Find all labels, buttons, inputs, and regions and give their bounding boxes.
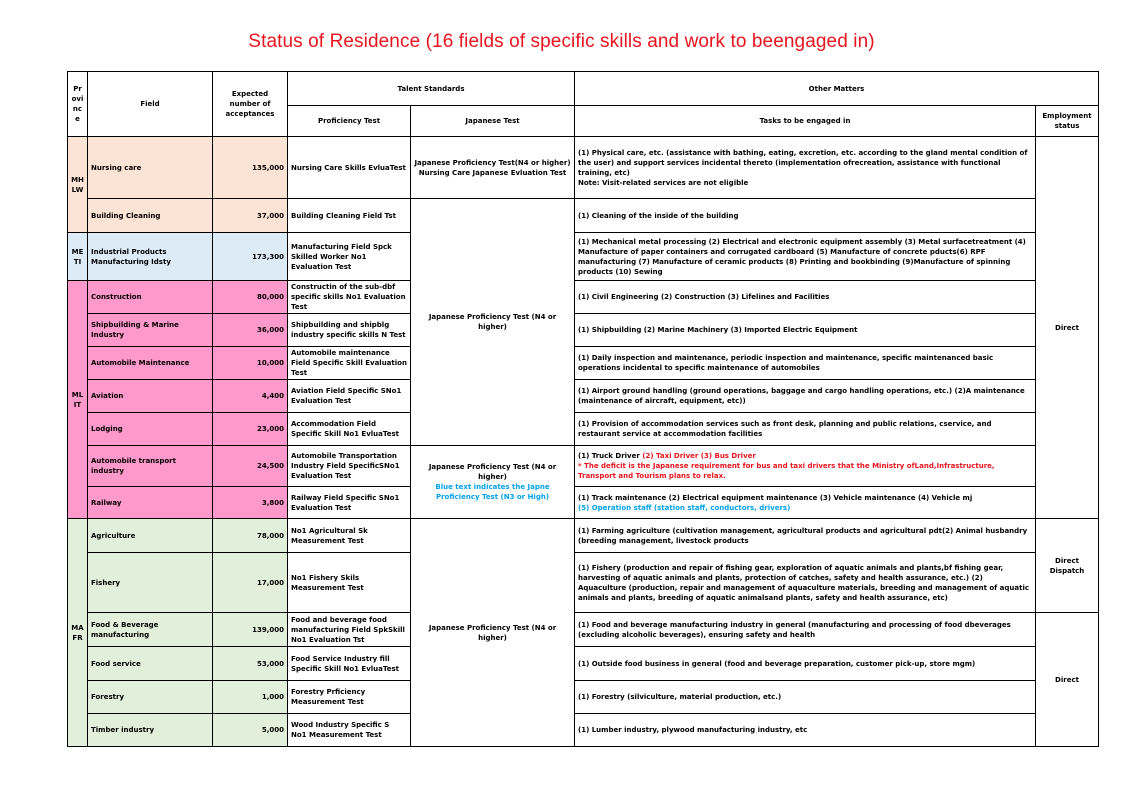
province-meti: METI: [68, 233, 88, 281]
count-food-service: 53,000: [213, 647, 288, 681]
field-fishery: Fishery: [88, 553, 213, 613]
count-automobile-transport: 24,500: [213, 446, 288, 487]
test-automobile-transport: Automobile Transportation Industry Field SpecificSNo1 Evaluation Test: [288, 446, 411, 487]
japanese-test-auto-transport: [411, 446, 575, 519]
field-automobile-transport: Automobile transport industry: [88, 446, 213, 487]
count-fishery: 17,000: [213, 553, 288, 613]
field-nursing-care: Nursing care: [88, 137, 213, 199]
employment-direct-dispatch: Direct Dispatch: [1036, 519, 1099, 613]
tasks-aviation: (1) Airport ground handling (ground operations, baggage and cargo handling operations, etc.) (2)A maintenance (maintenance of aircraft, equipment, etc)): [575, 380, 1036, 413]
tasks-automobile-transport: [575, 446, 1036, 487]
count-nursing-care: 135,000: [213, 137, 288, 199]
field-aviation: Aviation: [88, 380, 213, 413]
skills-table: [67, 71, 1099, 747]
tasks-railway: [575, 487, 1036, 519]
header-talent-standards: Talent Standards: [288, 72, 575, 106]
test-aviation: Aviation Field Specific SNo1 Evaluation Test: [288, 380, 411, 413]
field-building-cleaning: Building Cleaning: [88, 199, 213, 233]
employment-direct-2: Direct: [1036, 613, 1099, 747]
count-timber: 5,000: [213, 714, 288, 747]
page-title: Status of Residence (16 fields of specific skills and work to beengaged in): [248, 31, 875, 52]
count-aviation: 4,400: [213, 380, 288, 413]
japanese-test-nursing: [411, 137, 575, 199]
field-railway: Railway: [88, 487, 213, 519]
count-construction: 80,000: [213, 281, 288, 314]
tasks-timber: (1) Lumber industry, plywood manufacturing industry, etc: [575, 714, 1036, 747]
test-fishery: No1 Fishery Skils Measurement Test: [288, 553, 411, 613]
header-tasks: Tasks to be engaged in: [575, 106, 1036, 137]
japanese-test-nursing-line1: Japanese Proficiency Test(N4 or higher): [414, 158, 571, 167]
province-maff: MAFR: [68, 519, 88, 747]
header-proficiency-test: Proficiency Test: [288, 106, 411, 137]
japanese-test-general-a: Japanese Proficiency Test (N4 or higher): [411, 199, 575, 446]
province-mhlw: MHLW: [68, 137, 88, 233]
test-building-cleaning: Building Cleaning Field Tst: [288, 199, 411, 233]
test-railway: Railway Field Specific SNo1 Evaluation Test: [288, 487, 411, 519]
count-forestry: 1,000: [213, 681, 288, 714]
province-mlit: MLIT: [68, 281, 88, 519]
tasks-railway-a: (1) Track maintenance (2) Electrical equipment maintenance (3) Vehicle maintenance (4) Vehicle mj: [578, 493, 973, 502]
test-agriculture: No1 Agricultural Sk Measurement Test: [288, 519, 411, 553]
test-nursing-care: Nursing Care Skills EvluaTest: [288, 137, 411, 199]
count-agriculture: 78,000: [213, 519, 288, 553]
field-automobile-maintenance: Automobile Maintenance: [88, 347, 213, 380]
count-shipbuilding: 36,000: [213, 314, 288, 347]
field-agriculture: Agriculture: [88, 519, 213, 553]
tasks-transport-a: (1) Truck Driver: [578, 452, 640, 460]
header-employment: Employment status: [1036, 106, 1099, 137]
count-building-cleaning: 37,000: [213, 199, 288, 233]
tasks-railway-b: (5) Operation staff (station staff, conductors, drivers): [578, 503, 791, 512]
tasks-transport-note: * The deficit is the Japanese requirement for bus and taxi drivers that the Ministry ofLand,Infrastructure, Transport and Tourism plans to relax.: [578, 462, 995, 480]
header-field: Field: [88, 72, 213, 137]
count-railway: 3,800: [213, 487, 288, 519]
count-food-beverage: 139,000: [213, 613, 288, 647]
tasks-agriculture: (1) Farming agriculture (cultivation management, agricultural products and agricultural pdt(2) Animal husbandry (breeding management, livestock products: [575, 519, 1036, 553]
count-industrial-products: 173,300: [213, 233, 288, 281]
tasks-building-cleaning: (1) Cleaning of the inside of the building: [575, 199, 1036, 233]
tasks-industrial-products: (1) Mechanical metal processing (2) Electrical and electronic equipment assembly (3) Metal surfacetreatment (4) Manufacture of paper containers and corrugated cardboard (5) Manufacture of concrete pducts(6) RPF manufacturing (7) Manufacture of ceramic products (8) Printing and bookbinding (9)Manufacture of spinning products (10) Sewing: [575, 233, 1036, 281]
tasks-automobile-maintenance: (1) Daily inspection and maintenance, periodic inspection and maintenance, specific maintenanced basic operations incidental to specific maintenance of automobiles: [575, 347, 1036, 380]
field-timber: Timber industry: [88, 714, 213, 747]
tasks-forestry: (1) Forestry (silviculture, material production, etc.): [575, 681, 1036, 714]
japanese-test-general-b: Japanese Proficiency Test (N4 or higher): [411, 519, 575, 747]
field-lodging: Lodging: [88, 413, 213, 446]
test-timber: Wood Industry Specific S No1 Measurement Test: [288, 714, 411, 747]
test-construction: Constructin of the sub-dbf specific skills No1 Evaluation Test: [288, 281, 411, 314]
field-industrial-products: Industrial Products Manufacturing Idsty: [88, 233, 213, 281]
header-expected: Expected number of acceptances: [213, 72, 288, 137]
test-industrial-products: Manufacturing Field Spck Skilled Worker No1 Evaluation Test: [288, 233, 411, 281]
field-food-service: Food service: [88, 647, 213, 681]
count-automobile-maintenance: 10,000: [213, 347, 288, 380]
japanese-test-nursing-line2: Nursing Care Japanese Evluation Test: [418, 168, 567, 177]
tasks-nursing-care-line1: (1) Physical care, etc. (assistance with bathing, eating, excretion, etc. according to the gland mental condition of the user) and support services incidental thereto (implementation ofrecreation, assistance with functional training, etc): [578, 148, 1028, 177]
tasks-food-beverage: (1) Food and beverage manufacturing industry in general (manufacturing and processing of food dbeverages (excluding alcoholic beverages), ensuring safety and health: [575, 613, 1036, 647]
test-shipbuilding: Shipbuilding and shipblg industry specific skills N Test: [288, 314, 411, 347]
tasks-nursing-care: [575, 137, 1036, 199]
tasks-shipbuilding: (1) Shipbuilding (2) Marine Machinery (3) Imported Electric Equipment: [575, 314, 1036, 347]
tasks-food-service: (1) Outside food business in general (food and beverage preparation, customer pick-up, store mgm): [575, 647, 1036, 681]
test-food-service: Food Service Industry fill Specific Skill No1 EvluaTest: [288, 647, 411, 681]
field-food-beverage: Food & Beverage manufacturing: [88, 613, 213, 647]
test-food-beverage: Food and beverage food manufacturing Field SpkSkill No1 Evaluation Tst: [288, 613, 411, 647]
test-automobile-maintenance: Automobile maintenance Field Specific Skill Evaluation Test: [288, 347, 411, 380]
japanese-test-auto-line1: Japanese Proficiency Test (N4 or higher): [428, 463, 557, 481]
tasks-fishery: (1) Fishery (production and repair of fishing gear, exploration of aquatic animals and plants,bf fishing gear, harvesting of aquatic animals and plants, protection of catches, safety and health assurance, etc.) (2) Aquaculture (production, repair and management of aquaculture materials, breeding and management of aquatic animals and plants, breeding of aquatic animalsand plants, safety and health assurance, etc): [575, 553, 1036, 613]
tasks-transport-b: (2) Taxi Driver (3) Bus Driver: [642, 452, 756, 460]
test-lodging: Accommodation Field Specific Skill No1 EvluaTest: [288, 413, 411, 446]
employment-direct-1: Direct: [1036, 137, 1099, 519]
header-province: Province: [68, 72, 88, 137]
tasks-construction: (1) Civil Engineering (2) Construction (3) Lifelines and Facilities: [575, 281, 1036, 314]
japanese-test-auto-line2: Blue text indicates the Japne Proficiency Test (N3 or High): [435, 483, 550, 501]
tasks-lodging: (1) Provision of accommodation services such as front desk, planning and public relations, cservice, and restaurant service at accommodation facilities: [575, 413, 1036, 446]
field-construction: Construction: [88, 281, 213, 314]
header-other-matters: Other Matters: [575, 72, 1099, 106]
field-shipbuilding: Shipbuilding & Marine Industry: [88, 314, 213, 347]
header-japanese-test: Japanese Test: [411, 106, 575, 137]
count-lodging: 23,000: [213, 413, 288, 446]
tasks-nursing-care-line2: Note: Visit-related services are not eligible: [578, 178, 749, 187]
test-forestry: Forestry Prficiency Measurement Test: [288, 681, 411, 714]
field-forestry: Forestry: [88, 681, 213, 714]
